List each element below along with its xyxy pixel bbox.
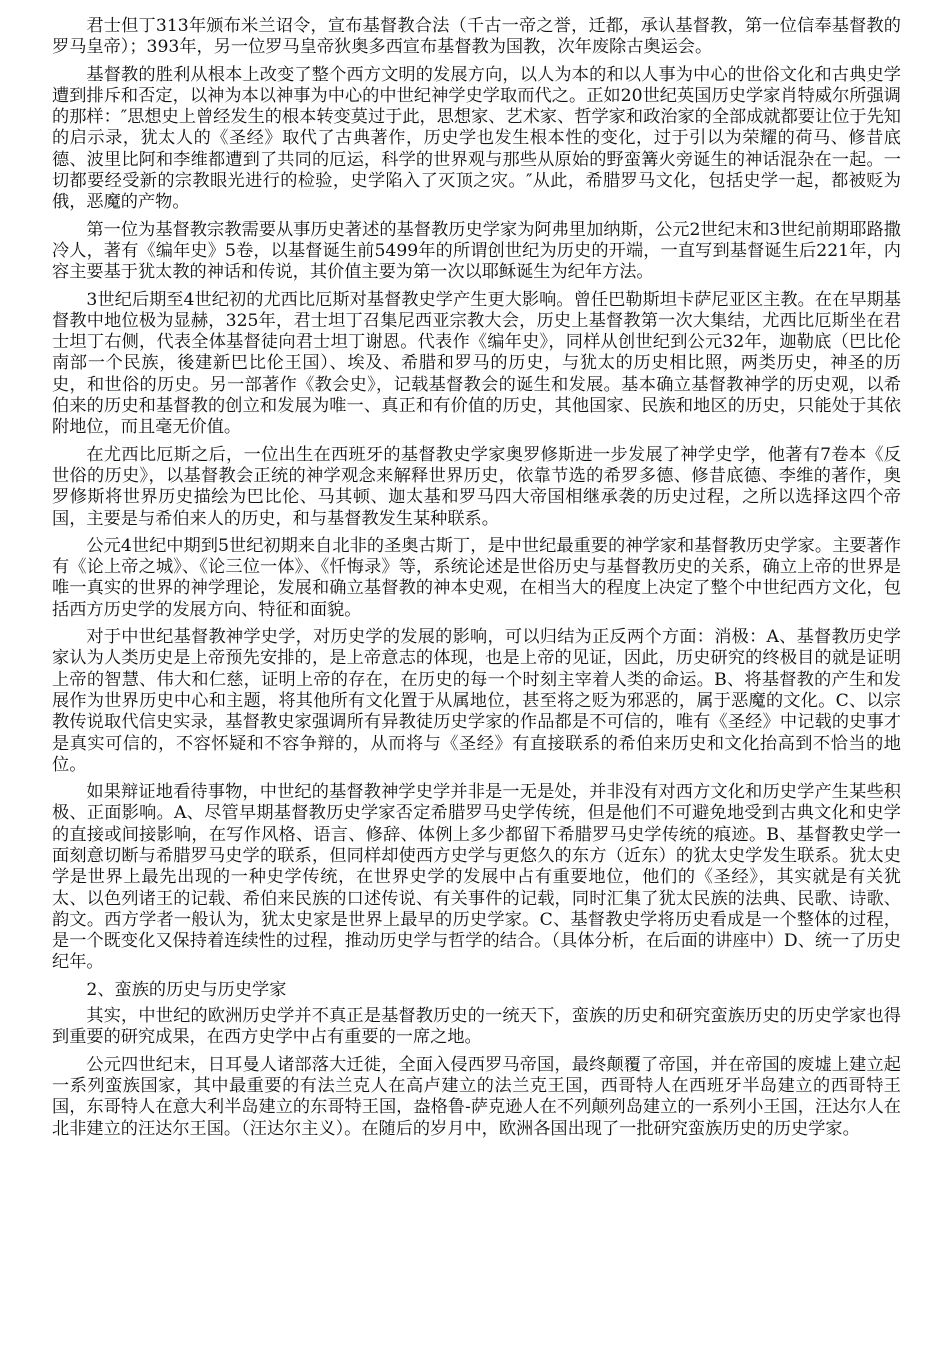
paragraph-constantine-edict: 君士但丁313年颁布米兰诏令，宣布基督教合法（千古一帝之誉，迁都，承认基督教，第一位信奉基督教的罗马皇帝）；393年，另一位罗马皇帝狄奥多西宣布基督教为国教，次年废除古奥运会。 — [52, 16, 901, 58]
paragraph-eusebius: 3世纪后期至4世纪初的尤西比厄斯对基督教史学产生更大影响。曾任巴勒斯坦卡萨尼亚区主教。在在早期基督教中地位极为显赫，325年，君士坦丁召集尼西亚宗教大会，历史上基督教第一次大集结，尤西比厄斯坐在君士坦丁右侧，代表全体基督徒向君士坦丁谢恩。代表作《编年史》，同样从创世纪到公元32年，迦勒底（巴比伦南部一个民族，後建新巴比伦王国）、埃及、希腊和罗马的历史，与犹太的历史相比照，两类历史，神圣的历史，和世俗的历史。另一部著作《教会史》，记载基督教会的诞生和发展。基本确立基督教神学的历史观，以希伯来的历史和基督教的创立和发展为唯一、真正和有价值的历史，其他国家、民族和地区的历史，只能处于其依附地位，而且毫无价值。 — [52, 289, 901, 438]
paragraph-orosius: 在尤西比厄斯之后，一位出生在西班牙的基督教史学家奥罗修斯进一步发展了神学史学，他著有7卷本《反世俗的历史》，以基督教会正统的神学观念来解释世界历史，依靠节选的希罗多德、修昔底德、李维的著作，奥罗修斯将世界历史描绘为巴比伦、马其顿、迦太基和罗马四大帝国相继承袭的历史过程，之所以选择这四个帝国，主要是与希伯来人的历史，和与基督教发生某种联系。 — [52, 444, 901, 529]
paragraph-christian-victory: 基督教的胜利从根本上改变了整个西方文明的发展方向，以人为本的和以人事为中心的世俗文化和古典史学遭到排斥和否定，以神为本以神事为中心的中世纪神学史学取而代之。正如20世纪英国历史学家肖特威尔所强调的那样：″思想史上曾经发生的根本转变莫过于此，思想家、艺术家、哲学家和政治家的全部成就都要让位于先知的启示录，犹太人的《圣经》取代了古典著作，历史学也发生根本性的变化，过于引以为荣耀的荷马、修昔底德、波里比阿和李维都遭到了共同的厄运，科学的世界观与那些从原始的野蛮篝火旁诞生的神话混杂在一起。一切都要经受新的宗教眼光进行的检验，史学陷入了灭顶之灾。″从此，希腊罗马文化，包括史学一起，都被贬为俄，恶魔的产物。 — [52, 64, 901, 213]
paragraph-augustine: 公元4世纪中期到5世纪初期来自北非的圣奥古斯丁，是中世纪最重要的神学家和基督教历史学家。主要著作有《论上帝之城》、《论三位一体》、《忏悔录》等，系统论述是世俗历史与基督教历史的关系，确立上帝的世界是唯一真实的世界的神学理论，发展和确立基督教的神本史观，在相当大的程度上决定了整个中世纪西方文化，包括西方历史学的发展方向、特征和面貌。 — [52, 535, 901, 620]
paragraph-germanic-migration: 公元四世纪末，日耳曼人诸部落大迁徙，全面入侵西罗马帝国，最终颠覆了帝国，并在帝国的废墟上建立起一系列蛮族国家，其中最重要的有法兰克人在高卢建立的法兰克王国，西哥特人在西班牙半岛建立的西哥特王国，东哥特人在意大利半岛建立的东哥特王国，盎格鲁-萨克逊人在不列颠列岛建立的一系列小王国，汪达尔人在北非建立的汪达尔王国。（汪达尔主义）。在随后的岁月中，欧洲各国出现了一批研究蛮族历史的历史学家。 — [52, 1054, 901, 1139]
section-heading-barbarian-history: 2、蛮族的历史与历史学家 — [86, 979, 287, 1000]
paragraph-positive-influence: 如果辩证地看待事物，中世纪的基督教神学史学并非是一无是处，并非没有对西方文化和历史学产生某些积极、正面影响。A、尽管早期基督教历史学家否定希腊罗马史学传统，但是他们不可避免地受到古典文化和史学的直接或间接影响，在写作风格、语言、修辞、体例上多少都留下希腊罗马史学传统的痕迹。B、基督教史学一面刻意切断与希腊罗马史学的联系，但同样却使西方史学与更悠久的东方（近东）的犹太史学发生联系。犹太史学是世界上最先出现的一种史学传统，在世界史学的发展中占有重要地位，他们的《圣经》，其实就是有关犹太、以色列诸王的记载、希伯来民族的口述传说、有关事件的记载，同时汇集了犹太民族的法典、民歌、诗歌、韵文。西方学者一般认为，犹太史家是世界上最早的历史学家。C、基督教史学将历史看成是一个整体的过程，是一个既变化又保持着连续性的过程，推动历史学与哲学的结合。（具体分析，在后面的讲座中）D、统一了历史纪年。 — [52, 782, 901, 973]
paragraph-negative-influence: 对于中世纪基督教神学史学，对历史学的发展的影响，可以归结为正反两个方面：消极：A、基督教历史学家认为人类历史是上帝预先安排的，是上帝意志的体现，也是上帝的见证，因此，历史研究的终极目的就是证明上帝的智慧、伟大和仁慈，证明上帝的存在，在历史的每一个时刻主宰着人类的命运。B、将基督教的产生和发展作为世界历史中心和主题，将其他所有文化置于从属地位，甚至将之贬为邪恶的，属于恶魔的文化。C、以宗教传说取代信史实录，基督教史家强调所有异教徒历史学家的作品都是不可信的，唯有《圣经》中记载的史事才是真实可信的，不容怀疑和不容争辩的，从而将与《圣经》有直接联系的希伯来历史和文化抬高到不恰当的地位。 — [52, 627, 901, 775]
paragraph-barbarian-intro: 其实，中世纪的欧洲历史学并不真正是基督教历史的一统天下，蛮族的历史和研究蛮族历史的历史学家也得到重要的研究成果，在西方史学中占有重要的一席之地。 — [52, 1006, 901, 1048]
paragraph-africanus: 第一位为基督教宗教需要从事历史著述的基督教历史学家为阿弗里加纳斯，公元2世纪末和3世纪前期耶路撒冷人，著有《编年史》5卷，以基督诞生前5499年的所谓创世纪为历史的开端，一直写到基督诞生后221年，内容主要基于犹太教的神话和传说，其价值主要为第一次以耶稣诞生为纪年方法。 — [52, 219, 901, 283]
